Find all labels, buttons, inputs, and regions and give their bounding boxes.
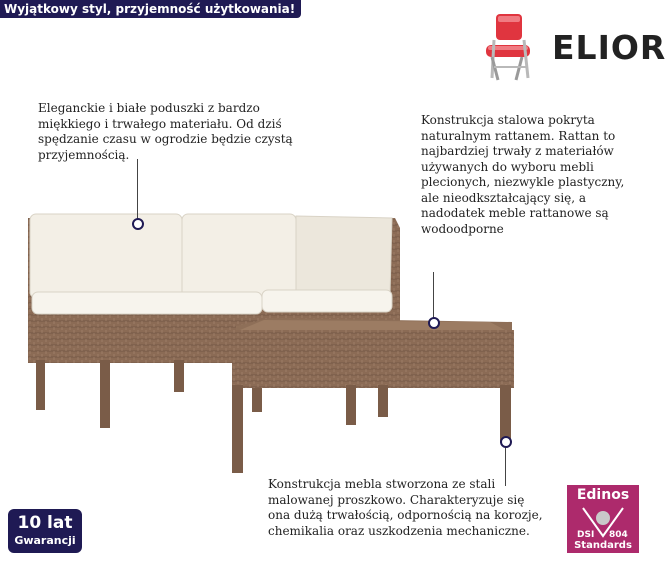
feature-steel-text: Konstrukcja mebla stworzona ze stali malowanej proszkowo. Charakteryzuje się ona dużą trwałością, odpornością na korozje, chemikalia oraz uszkodzenia mechaniczne. (268, 477, 543, 538)
feature-cushions-text: Eleganckie i białe poduszki z bardzo miękkiego i trwałego materiału. Od dziś spędzanie czasu w ogrodzie będzie czystą przyjemnością. (38, 101, 293, 162)
certificate-badge (567, 485, 639, 553)
warranty-label: Gwarancji (14, 534, 76, 547)
check-icon (577, 504, 629, 540)
certificate-left: DSI (577, 530, 595, 540)
brand-name: ELIOR (552, 28, 666, 67)
callout-marker (500, 436, 512, 448)
feature-rattan-text: Konstrukcja stalowa pokryta naturalnym rattanem. Rattan to najbardziej trwały z materiałów używanych do wyboru mebli plecionych, niezwykle plastyczny, ale nieodkształcający się, a nadodatek meble rattanowe są wodoodporne (421, 113, 625, 236)
callout-marker (132, 218, 144, 230)
callout-line (433, 272, 434, 318)
certificate-standards: Standards (574, 540, 632, 551)
certificate-right: 804 (609, 530, 628, 540)
warranty-badge (8, 509, 82, 553)
certificate-name: Edinos (576, 487, 630, 503)
callout-line (137, 159, 138, 221)
warranty-years: 10 lat (17, 513, 73, 533)
callout-marker (428, 317, 440, 329)
top-banner: Wyjątkowy styl, przyjemność użytkowania! (0, 0, 301, 18)
